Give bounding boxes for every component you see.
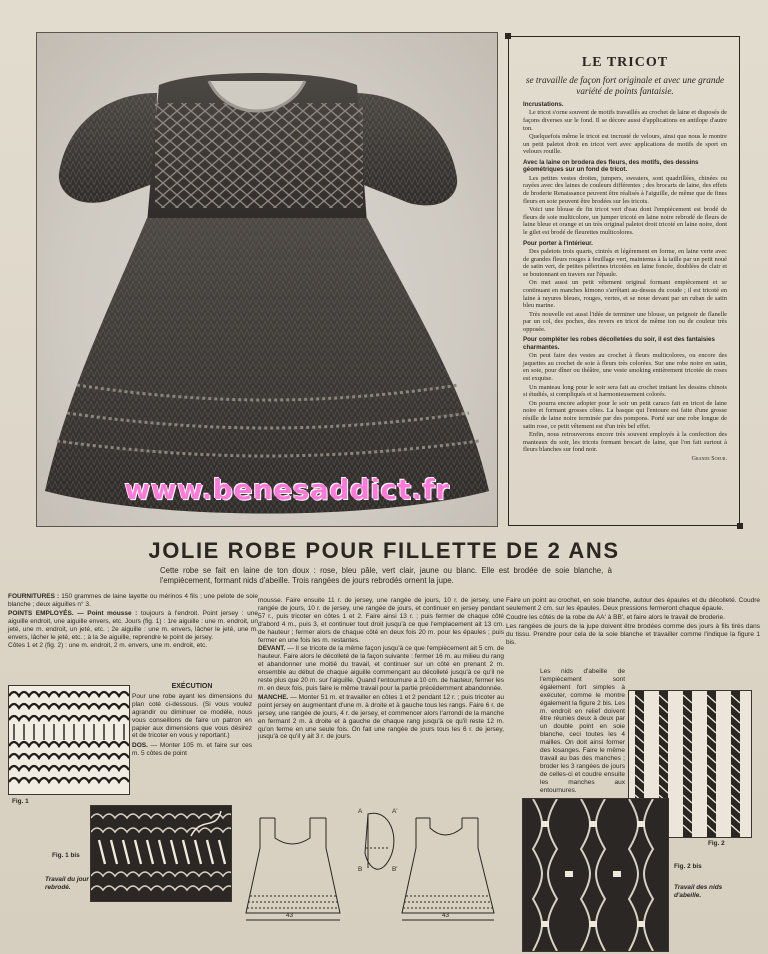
manche <box>258 694 504 741</box>
paragraph: Les petites vestes droites, jumpers, sweaters, sont quadrillées, chinées ou rayées avec des laines de couleurs différentes ; des brocarts de laine, des effets de broderie Renaissance peuvent être réalisés à l'aiguille, de même que de fines fleurs en soie peuvent être brodées sur les tricots. <box>523 174 727 205</box>
mark-b: B <box>358 866 363 873</box>
devant-label: DEVANT. <box>258 645 286 653</box>
manche-label: MANCHE. <box>258 693 289 701</box>
column-2 <box>258 597 504 742</box>
fig-2-bis-caption: Travail des nids d'abeille. <box>674 884 723 899</box>
points-label: POINTS EMPLOYÉS. — Point mousse : <box>8 609 138 617</box>
paragraph: On peut faire des vestes au crochet à fleurs multicolores, ou encore des jaquettes au crochet de soie à fleurs très colorées. Sur une robe noire en satin, en soie, pour dîner ou théâtre, une veste smoking entièrement tricotée de roses est exquise. <box>523 352 727 383</box>
execution-text: Pour une robe ayant les dimensions du plan coté ci-dessous. (Si vous voulez agrandir ou diminuer ce modèle, nous vous conseillons de faire un patron en papier aux dimensions que vous désirez et de tricoter en vous y reportant.) <box>132 692 252 740</box>
dress-pattern-drawing <box>240 808 520 928</box>
column-1 <box>8 593 258 651</box>
dos <box>132 742 252 758</box>
jours-broderie-text: Les rangées de jours de la jupe doivent être brodées comme des jours à fils tirés dans du tissu. Prendre pour cela de la soie blanche et travailler comme l'indique la figure 1 bis. <box>506 622 760 646</box>
stitch-jour-rebrode-drawing <box>91 806 231 901</box>
page-title: JOLIE ROBE POUR FILLETTE DE 2 ANS <box>148 538 620 563</box>
figure-1-bis <box>90 805 232 902</box>
section-heading: Pour porter à l'intérieur. <box>523 239 593 247</box>
points-text: toujours à l'endroit. Point jersey : une aiguille endroit, une aiguille envers, etc. Jours (fig. 1) : 1re aiguille : une m. endroit, un jeté, une m. endroit, un jeté, etc. ; 2e aiguille : une m. envers, lâcher le jeté, une m. envers, lâcher le jeté, etc. ; à la 3e aiguille, reprendre le point de jersey. <box>8 609 258 641</box>
section-heading: Incrustations. <box>523 101 564 108</box>
watermark: www.benesaddict.fr <box>124 473 450 506</box>
paragraph: Très nouvelle est aussi l'idée de terminer une blouse, un peignoir de flanelle par un col, des poches, des revers en tricot de même ton ou de couleur très opposée. <box>523 310 727 333</box>
dress-photo <box>36 32 498 527</box>
finishing-text: Faire un point au crochet, en soie blanche, autour des épaules et du décolleté. Coudre seulement 2 cm. sur les épaules. Deux pressions fermeront chaque épaule. <box>506 597 760 612</box>
devant-text: — Il se tricote de la même façon jusqu'à ce que l'empiècement ait 5 cm. de hauteur. Faire alors le décolleté de la façon suivante : fermer 16 m. au milieu du rang et abandonner une moitié du travail, et continuer sur un côté en prenant 2 m. ensemble au début de chaque aiguille commençant au décolleté jusqu'à ce qu'il ne reste plus que 20 m. sur l'aiguille. Quand l'entournure a 10 cm. de hauteur, fermer les m. en deux fois, puis faire le même travail pour la partie précédemment abandonnée. <box>258 645 504 692</box>
pattern-diagrams <box>240 808 520 933</box>
execution-heading: EXÉCUTION <box>171 683 213 690</box>
section-heading: Pour compléter les robes décolletées du soir, il est des fantaisies charmantes. <box>523 336 715 351</box>
manche-text: — Monter 51 m. et travailler en côtes 1 et 2 pendant 12 r. ; puis tricoter au point jersey en augmentant d'une m. à droite et à gauche tous les rangs. Faire 6 r. de jersey, une rangée de jours, 4 r. de jersey, et commencer alors l'arrondi de la manche en fermant 2 m. à droite et à gauche de chaque rang jusqu'à ce qu'il reste 12 m. qu'on ferme en une seule fois. On fait une rangée de jours tous les 6 r. de jersey, jusqu'à ce qu'il y ait 3 r. de jours. <box>258 693 504 741</box>
fig-1-bis-label: Fig. 1 bis <box>52 852 80 859</box>
mark-b-prime: B' <box>392 866 398 873</box>
column-3 <box>506 597 760 647</box>
execution-block <box>132 683 252 758</box>
section-heading: Avec la laine on brodera des fleurs, des motifs, des dessins géométriques sur un fond de tricot. <box>523 158 699 174</box>
paragraph: Enfin, nous retrouverons encore très souvent employés à la confection des manteaux du soir, les tricots formant brocart de laine, que l'on fait surtout à fleurs blanches sur fond noir. <box>523 431 727 454</box>
devant <box>258 645 504 692</box>
paragraph: Le tricot s'orne souvent de motifs travaillés au crochet de laine et disposés de façons diverses sur le fond. Il se décore aussi d'applications en antilope d'autre ton. <box>523 109 727 132</box>
dos-text: — Monter 105 m. et faire sur ces m. 5 côtes de point <box>132 742 252 758</box>
figure-1 <box>8 685 130 795</box>
cotes-text: Côtes 1 et 2 (fig. 2) : une m. endroit, 2 m. envers, une m. endroit, etc. <box>8 642 208 650</box>
fig-2-label: Fig. 2 <box>708 840 725 847</box>
dos-label: DOS. <box>132 742 148 750</box>
sewing-text: Coudre les côtés de la robe de AA' à BB', et faire alors le travail de broderie. <box>506 613 725 621</box>
figure-2-bis <box>522 798 669 952</box>
dos-continued: mousse. Faire ensuite 11 r. de jersey, une rangée de jours, 10 r. de jersey, une rangée de jours, 10 r. de jersey, une rangée de jours, et continuer en jersey pendant 57 r., puis tricoter en côtes 1 et 2. Faire ainsi 13 r. ; puis fermer de chaque côté d'abord 4 m., puis 3, et continuer tout droit jusqu'à ce que l'emplacement ait 13 cm. de hauteur ; fermer alors de chaque côté en deux fois 20 m. pour les épaules ; puis fermer en une fois les m. restantes. <box>258 597 504 644</box>
paragraph: Quelquefois même le tricot est incrusté de velours, ainsi que nous le montre un petit paletot droit en tricot vert avec applications de motifs de sport en velours rouille. <box>523 133 727 156</box>
paragraph: Voici une blouse de fin tricot vert d'eau dont l'empiècement est brodé de fleurs de soie multicolore, un jumper tricoté en laine noire rebrodé de fleurs de laine bleue et orange et un très original paletot droit tricoté en laine noire, dont le gilet est brodé de fleurettes multicolores. <box>523 206 727 236</box>
tricot-article <box>508 36 740 526</box>
fournitures <box>8 593 258 609</box>
paragraph: Des paletots trois quarts, cintrés et légèrement en forme, en laine verte avec de grandes fleurs rouges à feuillage vert, maintenus à la taille par un petit noué de satin vert, de petites pèlerines tricotées en laine foncée, doublées de clair et se boutonnant en travers sur l'épaule. <box>523 247 727 278</box>
dimension-left: 43 <box>286 912 294 919</box>
points <box>8 610 258 642</box>
tricot-subtitle: se travaille de façon fort originale et avec une grande variété de points fantaisie. <box>525 75 725 96</box>
fournitures-label: FOURNITURES : <box>8 593 60 600</box>
paragraph: On pourra encore adopter pour le soir un petit caraco fait en tricot de laine noire et formant grosses côtes. La basque qui l'entoure est faite d'une grosse résille de laine noire terminée par des pompons. Porté sur une robe longue de satin rose, ce petit vêtement est d'un très bel effet. <box>523 399 727 430</box>
tricot-title: LE TRICOT <box>581 55 669 70</box>
dress-illustration <box>37 33 497 526</box>
dimension-right: 43 <box>442 912 450 919</box>
mark-a: A <box>358 808 363 815</box>
fig-2-bis-label: Fig. 2 bis <box>674 863 702 870</box>
fig-1-bis-caption: Travail du jour rebrodé. <box>45 876 89 891</box>
intro-text: Cette robe se fait en laine de ton doux : rose, bleu pâle, vert clair, jaune ou blanc. Elle est brodée de soie blanche, à l'empiècement, formant nids d'abeille. Trois rangées de jours rebrodés ornent la jupe. <box>160 566 612 585</box>
paragraph: On met aussi un petit vêtement original formant empiècement et se continuant en manches kimono s'arrêtant au-dessus du coude ; il est tricoté en laine à rayures bleues, rouges, vertes, et se noue devant par un ruban de satin bleu marine. <box>523 279 727 310</box>
mark-a-prime: A' <box>392 808 398 815</box>
fig-1-label: Fig. 1 <box>12 798 29 805</box>
signature: Grande Soeur. <box>691 456 727 462</box>
paragraph: Un manteau long pour le soir sera fait au crochet imitant les dessins chinois si étudiés, si compliqués et si harmonieusement colorés. <box>523 383 727 399</box>
fournitures-text: 150 grammes de laine layette ou mérinos 4 fils ; une pelote de soie blanche ; deux aiguilles n° 3. <box>8 593 258 608</box>
nids-abeille-text: Les nids d'abeille de l'empiècement sont également fort simples à exécuter, comme le montre également la figure 2 bis. Les m. endroit en relief doivent être réunies deux à deux par un double point en soie blanche, ceci toutes les 4 mailles. On doit ainsi former des losanges. Faire le même travail au bas des manches ; broder les 3 rangées de jours de celles-ci et coudre ensuite les manches aux entournures. <box>540 668 625 794</box>
stitch-nids-abeille-drawing <box>523 799 668 951</box>
stitch-jours-drawing <box>9 686 129 794</box>
